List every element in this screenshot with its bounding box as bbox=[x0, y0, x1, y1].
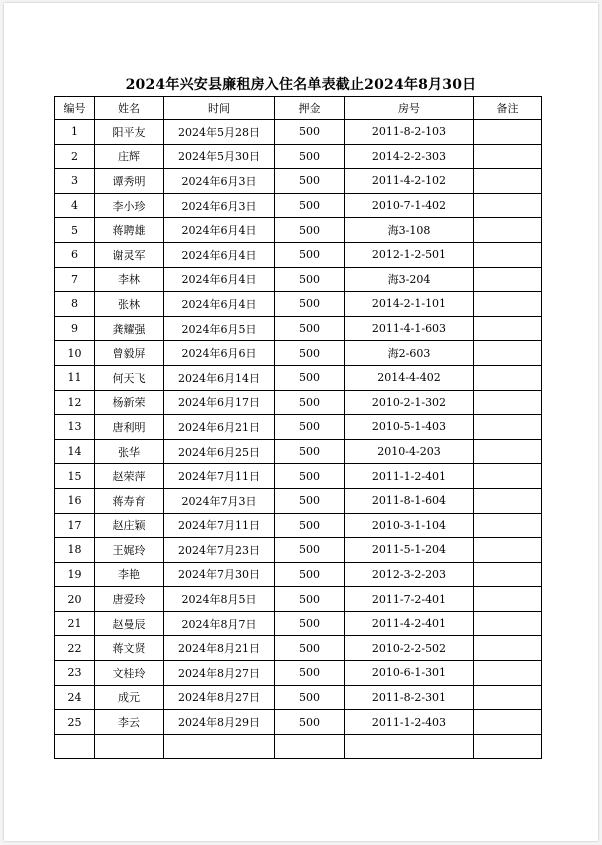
cell-deposit: 500 bbox=[275, 611, 345, 636]
cell-room: 2010-3-1-104 bbox=[345, 513, 474, 538]
cell-deposit: 500 bbox=[275, 538, 345, 563]
cell-room: 2014-2-2-303 bbox=[345, 144, 474, 169]
cell-remark bbox=[474, 562, 542, 587]
cell-time: 2024年6月14日 bbox=[164, 365, 275, 390]
table-row bbox=[55, 341, 542, 366]
cell-room: 2011-8-1-604 bbox=[345, 488, 474, 513]
table-row bbox=[55, 267, 542, 292]
cell-deposit: 500 bbox=[275, 488, 345, 513]
table-row bbox=[55, 562, 542, 587]
cell-remark bbox=[474, 242, 542, 267]
cell-room: 2010-5-1-403 bbox=[345, 415, 474, 440]
cell-name: 杨新荣 bbox=[95, 390, 164, 415]
cell-deposit bbox=[275, 734, 345, 759]
cell-number: 18 bbox=[55, 538, 95, 563]
cell-number: 7 bbox=[55, 267, 95, 292]
cell-remark bbox=[474, 464, 542, 489]
cell-name: 唐爱玲 bbox=[95, 587, 164, 612]
cell-number: 8 bbox=[55, 292, 95, 317]
cell-remark bbox=[474, 710, 542, 735]
cell-deposit: 500 bbox=[275, 242, 345, 267]
cell-time: 2024年8月21日 bbox=[164, 636, 275, 661]
cell-name: 张林 bbox=[95, 292, 164, 317]
cell-deposit: 500 bbox=[275, 685, 345, 710]
table-row bbox=[55, 415, 542, 440]
cell-number: 5 bbox=[55, 218, 95, 243]
cell-remark bbox=[474, 439, 542, 464]
cell-room: 2011-4-2-401 bbox=[345, 611, 474, 636]
cell-deposit: 500 bbox=[275, 439, 345, 464]
cell-room: 2012-1-2-501 bbox=[345, 242, 474, 267]
cell-remark bbox=[474, 611, 542, 636]
cell-number: 3 bbox=[55, 169, 95, 194]
cell-time: 2024年7月30日 bbox=[164, 562, 275, 587]
table-row bbox=[55, 661, 542, 686]
cell-number: 22 bbox=[55, 636, 95, 661]
cell-room: 2011-1-2-401 bbox=[345, 464, 474, 489]
cell-name: 唐利明 bbox=[95, 415, 164, 440]
cell-number: 10 bbox=[55, 341, 95, 366]
cell-room: 2011-4-2-102 bbox=[345, 169, 474, 194]
cell-number: 24 bbox=[55, 685, 95, 710]
cell-remark bbox=[474, 267, 542, 292]
cell-deposit: 500 bbox=[275, 513, 345, 538]
cell-time: 2024年6月21日 bbox=[164, 415, 275, 440]
table-header bbox=[55, 97, 542, 120]
cell-name: 阳平友 bbox=[95, 120, 164, 145]
cell-number: 19 bbox=[55, 562, 95, 587]
page-title: 2024年兴安县廉租房入住名单表截止2024年8月30日 bbox=[125, 77, 477, 93]
table-row bbox=[55, 144, 542, 169]
cell-number: 2 bbox=[55, 144, 95, 169]
cell-name: 赵庄颖 bbox=[95, 513, 164, 538]
cell-deposit: 500 bbox=[275, 169, 345, 194]
cell-deposit: 500 bbox=[275, 193, 345, 218]
cell-name: 谭秀明 bbox=[95, 169, 164, 194]
cell-number: 17 bbox=[55, 513, 95, 538]
cell-time: 2024年6月6日 bbox=[164, 341, 275, 366]
cell-time: 2024年6月4日 bbox=[164, 218, 275, 243]
cell-remark bbox=[474, 144, 542, 169]
cell-room: 海3-108 bbox=[345, 218, 474, 243]
cell-remark bbox=[474, 513, 542, 538]
cell-room: 2011-5-1-204 bbox=[345, 538, 474, 563]
cell-room: 2012-3-2-203 bbox=[345, 562, 474, 587]
cell-number: 12 bbox=[55, 390, 95, 415]
table-row bbox=[55, 636, 542, 661]
cell-room: 2011-8-2-103 bbox=[345, 120, 474, 145]
cell-remark bbox=[474, 415, 542, 440]
cell-deposit: 500 bbox=[275, 267, 345, 292]
table-row bbox=[55, 464, 542, 489]
cell-name: 蒋聘雄 bbox=[95, 218, 164, 243]
cell-name: 庄辉 bbox=[95, 144, 164, 169]
cell-number: 9 bbox=[55, 316, 95, 341]
cell-room: 2014-4-402 bbox=[345, 365, 474, 390]
cell-deposit: 500 bbox=[275, 587, 345, 612]
cell-name: 李小珍 bbox=[95, 193, 164, 218]
cell-number: 23 bbox=[55, 661, 95, 686]
cell-number: 11 bbox=[55, 365, 95, 390]
cell-deposit: 500 bbox=[275, 562, 345, 587]
cell-name: 谢灵军 bbox=[95, 242, 164, 267]
cell-room: 2011-8-2-301 bbox=[345, 685, 474, 710]
cell-name: 李云 bbox=[95, 710, 164, 735]
table-row bbox=[55, 439, 542, 464]
cell-time: 2024年8月27日 bbox=[164, 661, 275, 686]
table-row bbox=[55, 193, 542, 218]
cell-room: 2011-4-1-603 bbox=[345, 316, 474, 341]
cell-room: 2011-7-2-401 bbox=[345, 587, 474, 612]
table-row bbox=[55, 292, 542, 317]
cell-deposit: 500 bbox=[275, 365, 345, 390]
cell-number: 25 bbox=[55, 710, 95, 735]
cell-deposit: 500 bbox=[275, 316, 345, 341]
cell-time: 2024年7月11日 bbox=[164, 513, 275, 538]
cell-remark bbox=[474, 193, 542, 218]
column-header-deposit: 押金 bbox=[275, 97, 345, 120]
cell-name: 张华 bbox=[95, 439, 164, 464]
cell-deposit: 500 bbox=[275, 415, 345, 440]
cell-time: 2024年8月7日 bbox=[164, 611, 275, 636]
cell-time: 2024年6月5日 bbox=[164, 316, 275, 341]
cell-name: 蒋文贤 bbox=[95, 636, 164, 661]
cell-remark bbox=[474, 316, 542, 341]
cell-time: 2024年6月25日 bbox=[164, 439, 275, 464]
cell-number bbox=[55, 734, 95, 759]
table-body bbox=[55, 120, 542, 759]
column-header-number: 编号 bbox=[55, 97, 95, 120]
cell-deposit: 500 bbox=[275, 341, 345, 366]
tenant-table bbox=[54, 96, 542, 759]
cell-name: 文桂玲 bbox=[95, 661, 164, 686]
cell-room bbox=[345, 734, 474, 759]
table-row bbox=[55, 316, 542, 341]
column-header-room: 房号 bbox=[345, 97, 474, 120]
table-row bbox=[55, 710, 542, 735]
cell-room: 2010-6-1-301 bbox=[345, 661, 474, 686]
column-header-time: 时间 bbox=[164, 97, 275, 120]
cell-deposit: 500 bbox=[275, 636, 345, 661]
cell-time: 2024年6月4日 bbox=[164, 267, 275, 292]
cell-number: 6 bbox=[55, 242, 95, 267]
table-row bbox=[55, 365, 542, 390]
cell-remark bbox=[474, 685, 542, 710]
cell-time: 2024年6月4日 bbox=[164, 292, 275, 317]
cell-time bbox=[164, 734, 275, 759]
cell-name: 李林 bbox=[95, 267, 164, 292]
cell-time: 2024年6月4日 bbox=[164, 242, 275, 267]
cell-remark bbox=[474, 488, 542, 513]
cell-room: 海2-603 bbox=[345, 341, 474, 366]
cell-room: 2010-2-2-502 bbox=[345, 636, 474, 661]
cell-time: 2024年8月29日 bbox=[164, 710, 275, 735]
table-row bbox=[55, 734, 542, 759]
cell-number: 21 bbox=[55, 611, 95, 636]
cell-room: 2010-4-203 bbox=[345, 439, 474, 464]
cell-remark bbox=[474, 218, 542, 243]
cell-number: 15 bbox=[55, 464, 95, 489]
table-row bbox=[55, 390, 542, 415]
cell-remark bbox=[474, 120, 542, 145]
cell-name: 何天飞 bbox=[95, 365, 164, 390]
header-row bbox=[55, 97, 542, 120]
column-header-name: 姓名 bbox=[95, 97, 164, 120]
cell-number: 1 bbox=[55, 120, 95, 145]
table-row bbox=[55, 169, 542, 194]
cell-name: 龚耀强 bbox=[95, 316, 164, 341]
cell-number: 20 bbox=[55, 587, 95, 612]
cell-remark bbox=[474, 169, 542, 194]
cell-time: 2024年6月3日 bbox=[164, 169, 275, 194]
table-row bbox=[55, 685, 542, 710]
table-row bbox=[55, 513, 542, 538]
document-page bbox=[4, 3, 598, 841]
cell-room: 2010-7-1-402 bbox=[345, 193, 474, 218]
cell-remark bbox=[474, 390, 542, 415]
cell-deposit: 500 bbox=[275, 120, 345, 145]
cell-room: 海3-204 bbox=[345, 267, 474, 292]
cell-name: 成元 bbox=[95, 685, 164, 710]
cell-name: 赵荣萍 bbox=[95, 464, 164, 489]
cell-remark bbox=[474, 734, 542, 759]
cell-deposit: 500 bbox=[275, 292, 345, 317]
cell-number: 13 bbox=[55, 415, 95, 440]
cell-time: 2024年5月28日 bbox=[164, 120, 275, 145]
cell-remark bbox=[474, 341, 542, 366]
cell-remark bbox=[474, 661, 542, 686]
cell-time: 2024年8月27日 bbox=[164, 685, 275, 710]
table-row bbox=[55, 587, 542, 612]
cell-room: 2014-2-1-101 bbox=[345, 292, 474, 317]
cell-time: 2024年8月5日 bbox=[164, 587, 275, 612]
cell-room: 2011-1-2-403 bbox=[345, 710, 474, 735]
cell-deposit: 500 bbox=[275, 390, 345, 415]
cell-name: 赵曼辰 bbox=[95, 611, 164, 636]
cell-time: 2024年5月30日 bbox=[164, 144, 275, 169]
cell-remark bbox=[474, 538, 542, 563]
table-row bbox=[55, 242, 542, 267]
table-row bbox=[55, 538, 542, 563]
cell-remark bbox=[474, 365, 542, 390]
table-row bbox=[55, 611, 542, 636]
cell-name: 曾毅屏 bbox=[95, 341, 164, 366]
cell-deposit: 500 bbox=[275, 144, 345, 169]
cell-remark bbox=[474, 292, 542, 317]
cell-remark bbox=[474, 587, 542, 612]
table-row bbox=[55, 120, 542, 145]
cell-deposit: 500 bbox=[275, 218, 345, 243]
column-header-remark: 备注 bbox=[474, 97, 542, 120]
cell-name: 王娓玲 bbox=[95, 538, 164, 563]
cell-deposit: 500 bbox=[275, 661, 345, 686]
cell-time: 2024年6月17日 bbox=[164, 390, 275, 415]
cell-time: 2024年7月23日 bbox=[164, 538, 275, 563]
cell-time: 2024年7月11日 bbox=[164, 464, 275, 489]
table-row bbox=[55, 218, 542, 243]
cell-name: 蒋寿育 bbox=[95, 488, 164, 513]
cell-deposit: 500 bbox=[275, 710, 345, 735]
cell-number: 4 bbox=[55, 193, 95, 218]
cell-name: 李艳 bbox=[95, 562, 164, 587]
cell-time: 2024年6月3日 bbox=[164, 193, 275, 218]
cell-time: 2024年7月3日 bbox=[164, 488, 275, 513]
table-row bbox=[55, 488, 542, 513]
cell-number: 16 bbox=[55, 488, 95, 513]
cell-number: 14 bbox=[55, 439, 95, 464]
cell-remark bbox=[474, 636, 542, 661]
cell-name bbox=[95, 734, 164, 759]
cell-room: 2010-2-1-302 bbox=[345, 390, 474, 415]
cell-deposit: 500 bbox=[275, 464, 345, 489]
